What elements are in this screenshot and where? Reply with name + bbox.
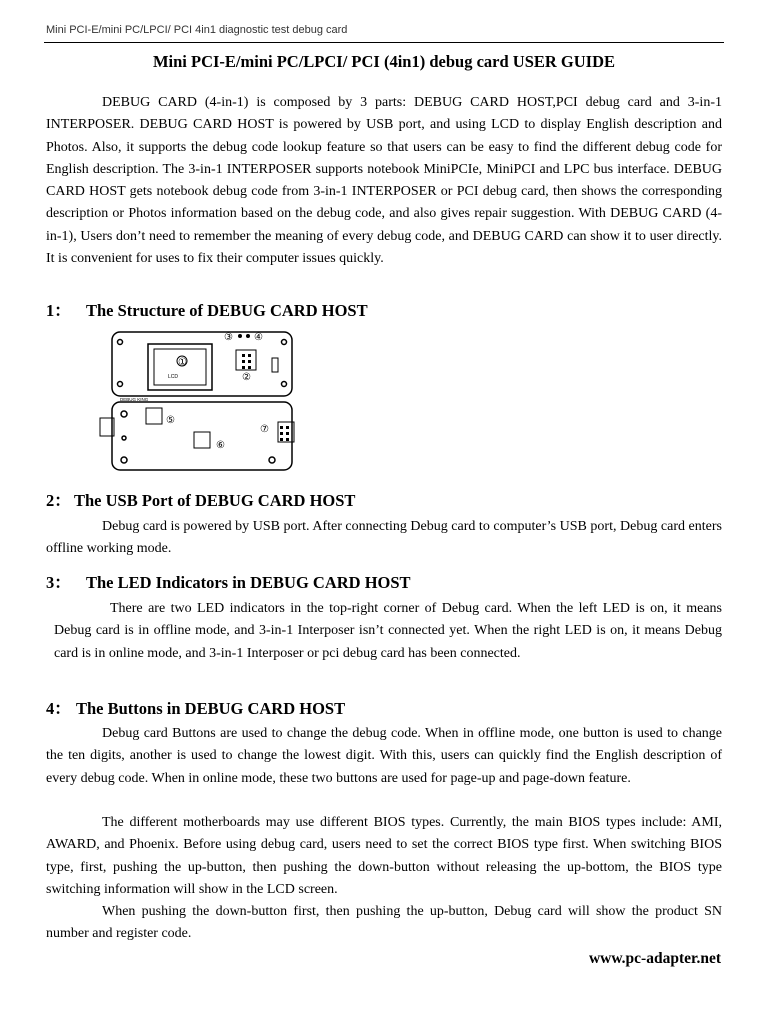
pin bbox=[280, 438, 283, 441]
brand-text: DEBUG KING bbox=[120, 397, 149, 402]
pin bbox=[242, 366, 245, 369]
section-3-paragraph: There are two LED indicators in the top-right corner of Debug card. When the left LED is on, it means Debug card is in offline mode, and 3-in-1 Interposer isn’t connected yet. When the right LED is on, it means Debug card is in online mode, and 3-in-1 Interposer or pci debug card has been connected. bbox=[54, 601, 722, 661]
document-title: Mini PCI-E/mini PC/LPCI/ PCI (4in1) debug card USER GUIDE bbox=[152, 52, 616, 71]
section-number: 2： bbox=[46, 491, 71, 510]
side-connector bbox=[272, 358, 278, 372]
section-4-paragraph-3: When pushing the down-button first, then pushing the up-button, Debug card will show the product SN number and register code. bbox=[46, 904, 722, 942]
section-title: The USB Port of DEBUG CARD HOST bbox=[74, 491, 356, 510]
button-block bbox=[236, 350, 256, 370]
callout-2: ② bbox=[242, 372, 251, 383]
component bbox=[122, 436, 126, 440]
pin bbox=[248, 360, 251, 363]
mount-hole bbox=[121, 411, 127, 417]
section-2-paragraph: Debug card is powered by USB port. After connecting Debug card to computer’s USB port, Debug card enters offline working mode. bbox=[46, 519, 722, 557]
section-3-heading bbox=[46, 569, 411, 593]
chip-6 bbox=[194, 432, 210, 448]
header-divider bbox=[44, 42, 724, 43]
callout-4: ④ bbox=[254, 332, 263, 343]
section-number: 4： bbox=[46, 699, 71, 718]
section-title: The Structure of DEBUG CARD HOST bbox=[86, 301, 368, 320]
section-number: 1： bbox=[46, 301, 71, 320]
pin bbox=[242, 354, 245, 357]
pin bbox=[248, 366, 251, 369]
callout-1: ① bbox=[178, 357, 187, 368]
led-right bbox=[246, 334, 250, 338]
footer-website-url: www.pc-adapter.net bbox=[588, 950, 721, 967]
pin bbox=[280, 432, 283, 435]
lcd-label: LCD bbox=[168, 374, 179, 380]
section-number: 3： bbox=[46, 573, 71, 592]
mount-hole bbox=[121, 457, 127, 463]
chip-5 bbox=[146, 408, 162, 424]
callout-3: ③ bbox=[224, 332, 233, 343]
callout-7: ⑦ bbox=[260, 424, 269, 435]
pin bbox=[248, 354, 251, 357]
section-4-heading bbox=[46, 695, 345, 719]
callout-6: ⑥ bbox=[216, 440, 225, 451]
section-4-paragraph-1: Debug card Buttons are used to change the debug code. When in offline mode, one button is used to change the ten digits, another is used to change the lowest digit. With this, users can quickly find the English description of every debug code. When in online mode, these two buttons are used for page-up and page-down feature. bbox=[46, 726, 722, 786]
pin bbox=[280, 426, 283, 429]
led-left bbox=[238, 334, 242, 338]
board-bottom-outline bbox=[112, 402, 292, 470]
running-header: Mini PCI-E/mini PC/LPCI/ PCI 4in1 diagnostic test debug card bbox=[46, 24, 348, 36]
pin bbox=[242, 360, 245, 363]
mount-hole bbox=[282, 340, 287, 345]
mount-hole bbox=[282, 382, 287, 387]
mount-hole bbox=[118, 340, 123, 345]
pin bbox=[286, 426, 289, 429]
section-1-heading bbox=[46, 297, 368, 321]
section-title: The Buttons in DEBUG CARD HOST bbox=[76, 699, 346, 718]
pin bbox=[286, 432, 289, 435]
mount-hole bbox=[118, 382, 123, 387]
board-top-outline bbox=[112, 332, 292, 396]
section-title: The LED Indicators in DEBUG CARD HOST bbox=[86, 573, 411, 592]
debug-card-host-diagram bbox=[96, 328, 316, 478]
section-2-heading bbox=[46, 487, 355, 511]
callout-5: ⑤ bbox=[166, 415, 175, 426]
pin bbox=[286, 438, 289, 441]
intro-paragraph: DEBUG CARD (4-in-1) is composed by 3 parts: DEBUG CARD HOST,PCI debug card and 3-in-1 INTERPOSER. DEBUG CARD HOST is powered by USB port, and using LCD to display English description and Photos. Also, it supports the debug code lookup feature so that users can be easy to find the different debug code for English description. The 3-in-1 INTERPOSER supports notebook MiniPCIe, MiniPCI and LPC bus interface. DEBUG CARD HOST gets notebook debug code from 3-in-1 INTERPOSER or PCI debug card, then shows the corresponding description or Photos information based on the debug code, and also gives repair suggestion. With DEBUG CARD (4-in-1), Users don’t need to remember the meaning of every debug code, and DEBUG CARD can show it to user directly. It is convenient for uses to fix their computer issues quickly. bbox=[46, 95, 722, 267]
mount-hole bbox=[269, 457, 275, 463]
section-4-paragraph-2: The different motherboards may use different BIOS types. Currently, the main BIOS types include: AMI, AWARD, and Phoenix. Before using debug card, users need to set the correct BIOS type first. When switching BIOS type, first, pushing the up-button, then pushing the down-button without releasing the up-bottom, the BIOS type switching information will show in the LCD screen. bbox=[46, 815, 722, 897]
